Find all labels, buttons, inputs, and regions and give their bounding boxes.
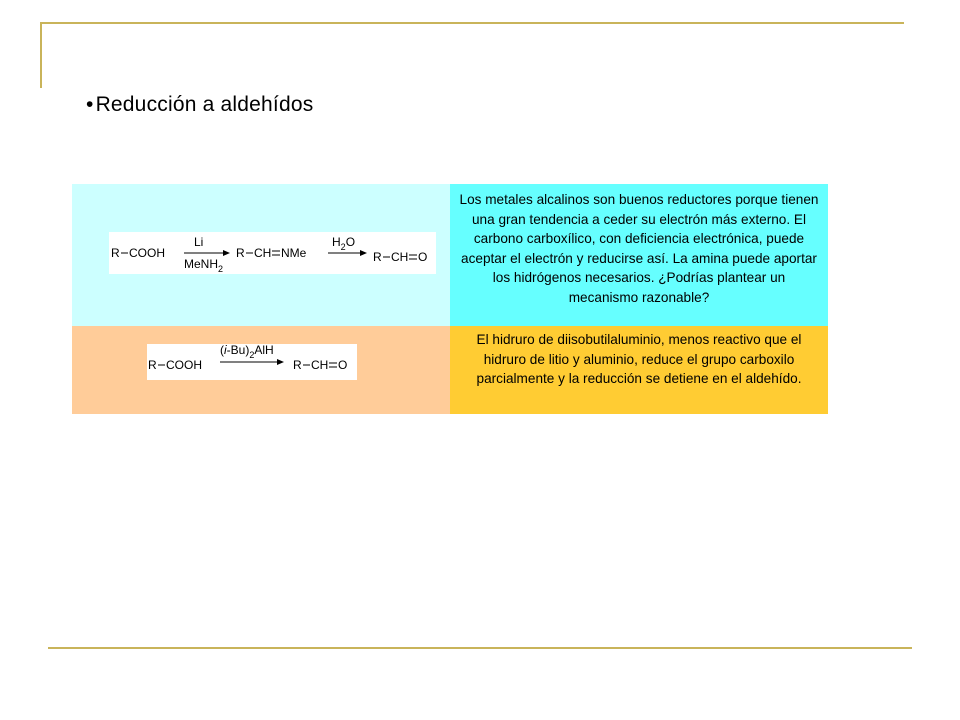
description-cell: Los metales alcalinos son buenos reductores porque tienen una gran tendencia a ceder su electrón más externo. El carbono carboxílico, con deficiencia electrónica, puede aceptar el electrón y reducirse así. La amina puede aportar los hidrógenos necesarios. ¿Podrías plantear un mecanismo razonable? [450,184,828,326]
reactant-group: COOH [166,358,202,372]
frame-left-line [40,22,42,88]
frame-top-line [40,22,904,24]
reagent-top: Li [194,235,204,249]
reaction-scheme-graphic [109,232,436,274]
intermediate-r: R [236,246,245,260]
product-group-b: O [338,358,348,372]
arrow-head-icon [223,250,230,256]
intermediate-group-a: CH [254,246,272,260]
slide-title [86,93,313,117]
reagent-bottom: MeNH$_2$ [184,257,224,274]
reactant-group: COOH [129,246,165,260]
scheme-cell [72,184,450,326]
reagent-dibal: $(i-Bu)_2AlH$ [220,344,274,360]
table-row [72,184,828,326]
reactant-r: R [111,246,120,260]
product-r: R [293,358,302,372]
arrow-head-icon [360,250,367,256]
table-row [72,326,828,414]
reactant-r: R [148,358,157,372]
product-group-b: O [418,250,428,264]
product-group-a: CH [391,250,409,264]
bullet: • [86,93,94,116]
reagent2: $H_2O$ [332,235,356,252]
reaction-scheme-lithium [109,232,436,274]
slide-title-text: Reducción a aldehídos [95,93,314,116]
scheme-cell [72,326,450,414]
description-cell: El hidruro de diisobutilaluminio, menos reactivo que el hidruro de litio y aluminio, reduce el grupo carboxilo parcialmente y la reducción se detiene en el aldehído. [450,326,828,414]
frame-bottom-line [48,647,912,649]
arrow-head-icon [277,359,284,365]
reaction-scheme-dibal [147,344,357,380]
intermediate-group-b: NMe [281,246,307,260]
reaction-scheme-graphic [147,344,357,380]
product-r: R [373,250,382,264]
product-group-a: CH [311,358,329,372]
reactions-table [72,184,828,414]
